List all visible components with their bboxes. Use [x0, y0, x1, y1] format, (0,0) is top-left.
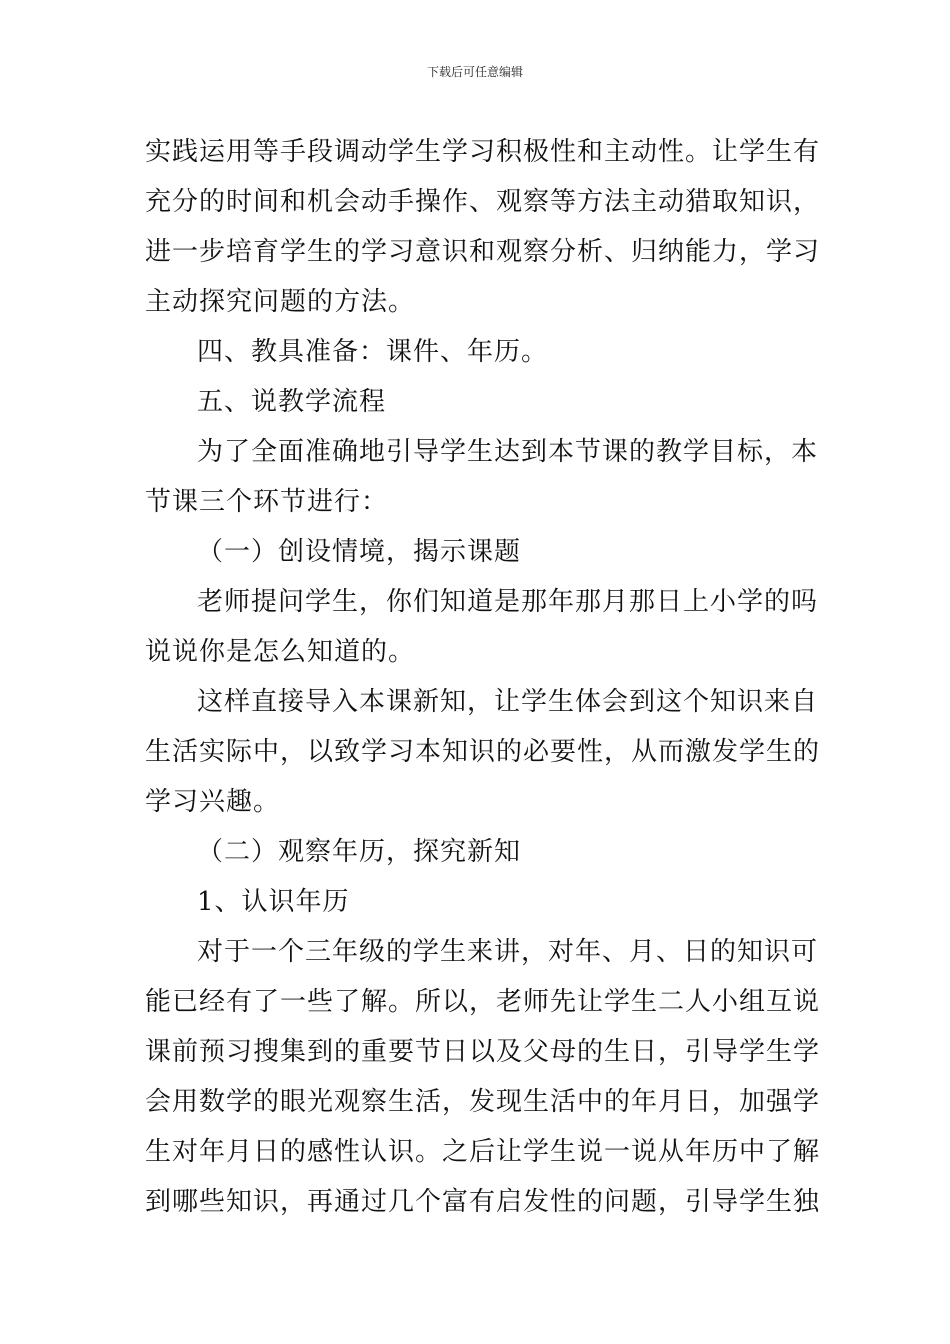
- text-line: 这样直接导入本课新知，让学生体会到这个知识来自: [197, 687, 819, 717]
- text-line: 会用数学的眼光观察生活，发现生活中的年月日，加强学: [145, 1087, 821, 1117]
- text-line: 为了全面准确地引导学生达到本节课的教学目标，本: [197, 437, 819, 467]
- text-line: 节课三个环节进行：: [145, 487, 389, 517]
- text-line: 生活实际中，以致学习本知识的必要性，从而激发学生的: [145, 737, 821, 767]
- text-line: 老师提问学生，你们知道是那年那月那日上小学的吗: [197, 587, 819, 617]
- text-line: 进一步培育学生的学习意识和观察分析、归纳能力，学习: [145, 237, 821, 267]
- text-line: 课前预习搜集到的重要节日以及父母的生日，引导学生学: [145, 1037, 821, 1067]
- text-line: 说说你是怎么知道的。: [145, 637, 416, 667]
- body-text: [145, 127, 821, 1227]
- text-line: 主动探究问题的方法。: [145, 287, 416, 317]
- text-line: 实践运用等手段调动学生学习积极性和主动性。让学生有: [145, 137, 821, 167]
- text-line: 生对年月日的感性认识。之后让学生说一说从年历中了解: [145, 1137, 821, 1167]
- text-line: 对于一个三年级的学生来讲，对年、月、日的知识可: [197, 937, 819, 967]
- text-line: 充分的时间和机会动手操作、观察等方法主动猎取知识，: [145, 187, 821, 217]
- subsection-heading: 1、认识年历: [197, 887, 350, 917]
- page-header: 下载后可任意编辑: [426, 65, 523, 79]
- text-line: 学习兴趣。: [145, 787, 281, 817]
- text-line: 到哪些知识，再通过几个富有启发性的问题，引导学生独: [145, 1187, 821, 1217]
- section-heading: 五、说教学流程: [197, 387, 387, 417]
- section-heading: 四、教具准备：课件、年历。: [197, 337, 549, 367]
- text-line: 能已经有了一些了解。所以，老师先让学生二人小组互说: [145, 987, 821, 1017]
- subsection-heading: （二）观察年历，探究新知: [197, 837, 522, 867]
- subsection-heading: （一）创设情境，揭示课题: [197, 537, 522, 567]
